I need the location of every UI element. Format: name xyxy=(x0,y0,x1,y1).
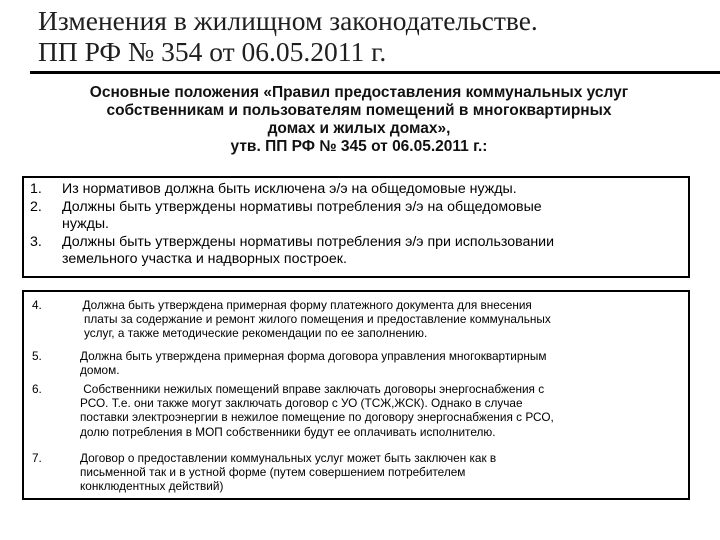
item-number: 1. xyxy=(30,181,42,197)
page-title xyxy=(38,5,718,67)
item-text: Собственники нежилых помещений вправе заключать договоры энергоснабжения с РСО. Т.е. они также могут заключать договор с УО (ТСЖ,ЖСК). Однако в случае поставки электроэнергии в нежилое помещение по договору энергоснабжения с РСО, долю потребления в МОП собственники будут ее оплачивать исполнителю. xyxy=(80,382,554,439)
item-number: 7. xyxy=(32,451,42,465)
list-item xyxy=(24,234,684,269)
item-text: Должна быть утверждена примерная форму платежного документа для внесения платы за содержание и ремонт жилого помещения и предоставление коммунальных услуг, а также методические рекомендации по ее заполнению. xyxy=(76,298,551,341)
item-text: Должна быть утверждена примерная форма договора управления многоквартирным домом. xyxy=(80,349,547,378)
item-number: 5. xyxy=(32,349,42,363)
item-number: 2. xyxy=(30,198,42,215)
requirements-list-1 xyxy=(24,181,684,269)
subtitle-line-1: Основные положения «Правил предоставления коммунальных услуг xyxy=(89,84,629,101)
subtitle-line-3: домах и жилых домах», xyxy=(267,120,451,137)
item-text: земельного участка и надворных построек. xyxy=(62,251,347,267)
list-item xyxy=(24,181,684,199)
item-text: Из нормативов должна быть исключена э/э на общедомовые нужды. xyxy=(62,181,517,197)
title-line-1: Изменения в жилищном законодательстве. xyxy=(38,5,538,36)
title-line-2: ПП РФ № 354 от 06.05.2011 г. xyxy=(38,36,387,67)
item-number: 6. xyxy=(32,382,42,396)
item-text: Должны быть утверждены нормативы потребления э/э при использовании xyxy=(62,233,555,250)
item-number: 4. xyxy=(32,298,42,312)
subtitle xyxy=(28,84,690,156)
requirements-box-1 xyxy=(22,176,690,278)
item-number: 3. xyxy=(30,233,42,250)
item-text: Должны быть утверждены нормативы потребления э/э на общедомовые xyxy=(62,198,542,215)
subtitle-line-4: утв. ПП РФ № 345 от 06.05.2011 г.: xyxy=(230,138,488,155)
title-divider xyxy=(30,71,720,74)
requirements-box-2 xyxy=(22,290,690,500)
list-item xyxy=(24,199,684,234)
item-text: Договор о предоставлении коммунальных услуг может быть заключен как в письменной так и в устной форме (путем совершением потребителем конклюдентных действий) xyxy=(80,451,497,494)
subtitle-line-2: собственникам и пользователям помещений в многоквартирных xyxy=(106,102,612,119)
item-text: нужды. xyxy=(62,216,109,232)
